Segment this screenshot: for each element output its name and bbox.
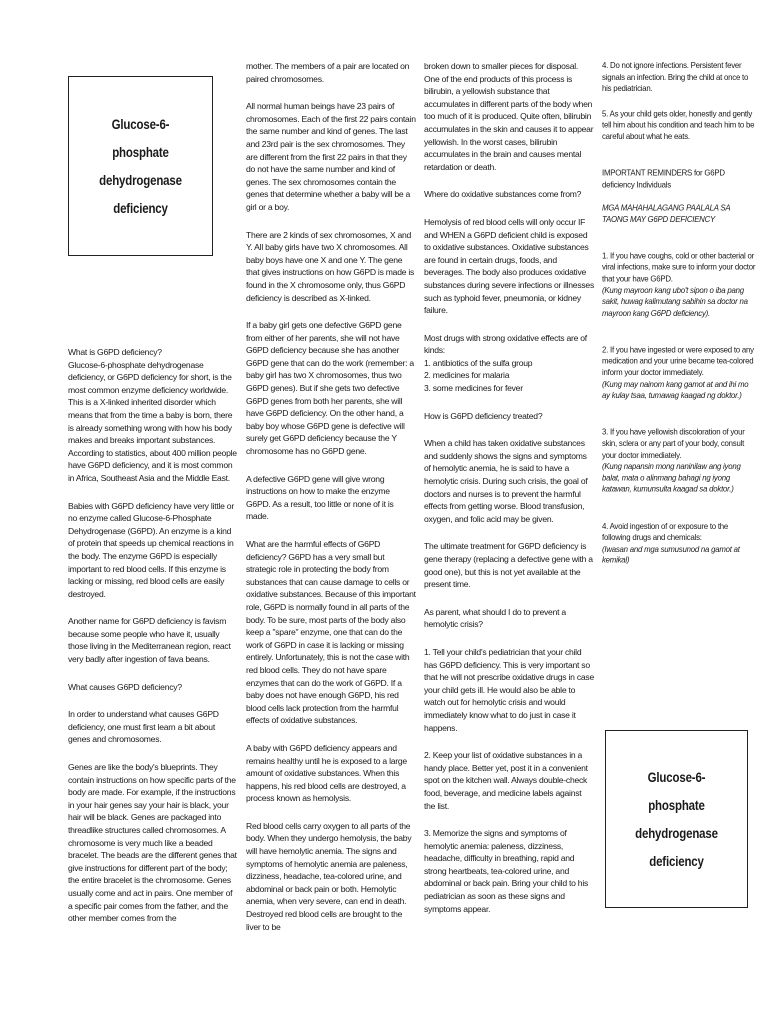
reminder-1 (602, 239, 757, 319)
bilirubin-paragraph: broken down to smaller pieces for disposal. One of the end products of this process is bilirubin, a yellowish substance that accumulates in different parts of the body when too much of it is produced. Quite often, bilirubin accumulates in the skin and causes it to appear yellowish. In the worst cases, bilirubin accumulates in the brain and causes mental retardation or death. (424, 61, 594, 172)
what-is-heading: What is G6PD deficiency? (68, 347, 162, 357)
prevention-tip-4: 4. Do not ignore infections. Persistent fever signals an infection. Bring the child at once to his pediatrician. (602, 60, 749, 93)
baby-girl-paragraph: If a baby girl gets one defective G6PD gene from either of her parents, she will not have G6PD deficiency because she has another G6PD gene that can do the work (remember: a baby girl has two X chromosomes, thus two G6PD genes). But if she gets two defective G6PD genes from both her parents, she will have G6PD deficiency. On the other hand, a baby boy whose G6PD gene is defective will surely get G6PD deficiency because the Y chromosome has no G6PD gene. (246, 320, 414, 457)
causes-heading: What causes G6PD deficiency? (68, 681, 182, 692)
oxidative-substances-paragraph: Hemolysis of red blood cells will only occur IF and WHEN a G6PD deficient child is exposed to oxidative substances. Oxidative substances are found in certain drugs, foods, and beverages. The body also produces oxidative substances during severe infections or illnesses such as typhoid fever, pneumonia, or kidney failure. (424, 216, 594, 316)
prevention-tip-1: 1. Tell your child's pediatrician that your child has G6PD deficiency. This is very important so that he will not prescribe oxidative drugs in case your child gets ill. He would also be able to watch out for hemolytic crisis and would immediately know what to do just in case it happens. (424, 646, 594, 733)
reminder-4-en: 4. Avoid ingestion of or exposure to the following drugs and chemicals: (602, 521, 729, 542)
gene-therapy-paragraph: The ultimate treatment for G6PD deficiency is gene therapy (replacing a defective gene with a good one), but this is not yet available at the present time. (424, 541, 593, 590)
what-is-paragraph: Glucose-6-phosphate dehydrogenase deficiency, or G6PD deficiency for short, is the most common enzyme deficiency worldwide. This is a X-linked inherited disorder which means that from the time a baby is born, there is already something wrong with how his body makes and breaks important substances. According to statistics, about 400 million people have G6PD deficiency, and it is most common in Africa, Southeast Asia and the Middle East. (68, 359, 237, 483)
reminder-3-en: 3. If you have yellowish discoloration of your skin, sclera or any part of your body, consult your doctor immediately. (602, 427, 745, 460)
reminders-heading-tl: MGA MAHAHALAGANG PAALALA SA TAONG MAY G6PD DEFICIENCY (602, 202, 731, 224)
chromosome-pairs-paragraph: All normal human beings have 23 pairs of chromosomes. Each of the first 22 pairs contain the same number and kind of genes. The last and 23rd pair is the sex chromosomes. They are different from the first 22 pairs in that they do not have the same number and kind of genes. The sex chromosomes contain the genes that determine whether a baby will be a girl or a boy. (246, 101, 416, 212)
reminders-heading-en: IMPORTANT REMINDERS for G6PD deficiency Individuals (602, 168, 725, 190)
column-3 (424, 60, 594, 930)
defective-gene-paragraph: A defective G6PD gene will give wrong instructions on how to make the enzyme G6PD. As a result, too little or none of it is made. (246, 473, 394, 522)
reminder-1-tl: (Kung mayroon kang ubo't sipon o iba pang sakit, huwag kalimutang sabihin sa doctor na mayroon kang G6PD deficiency). (602, 285, 748, 318)
title-box-bottom (605, 730, 748, 908)
genes-paragraph: Genes are like the body's blueprints. They contain instructions on how specific parts of the body are made. For example, if the instructions in your hair genes say your hair is black, your hair will be black. Genes are packaged into threadlike structures called chromosomes. A chromosome is very much like a beaded bracelet. The beads are the different genes that give instructions for different part of the body; the entire bracelet is the chromosome. Genes usually come and act in pairs. One member of a specific pair comes from the father, and the other member comes from the (68, 762, 237, 924)
reminder-1-en: 1. If you have coughs, cold or other bacterial or viral infections, make sure to inform your doctor that your have G6PD. (602, 250, 756, 284)
causes-intro-paragraph: In order to understand what causes G6PD deficiency, one must first learn a bit about genes and chromosomes. (68, 709, 219, 745)
reminder-2-tl: (Kung may nainom kang gamot at and ihi mo ay kulay tsaa, tumawag kaagad ng doktor.) (602, 379, 749, 400)
column-4 (602, 60, 757, 580)
oxidative-drugs-list: Most drugs with strong oxidative effects are of kinds: 1. antibiotics of the sulfa group 2. medicines for malaria 3. some medicines for fever (424, 332, 587, 394)
reminder-3 (602, 415, 757, 495)
column-1 (68, 346, 238, 940)
reminders-heading (602, 156, 757, 225)
reminder-3-tl: (Kung napansin mong naninilaw ang iyong balat, mata o alinmang bahagi ng iyong katawan, kumunsulta kaagad sa doktor.) (602, 461, 741, 494)
prevention-heading: As parent, what should I do to prevent a hemolytic crisis? (424, 606, 566, 630)
favism-paragraph: Another name for G6PD deficiency is favism because some people who have it, usually those living in the Mediterranean region, react very badly after ingestion of fava beans. (68, 616, 231, 665)
title-box-top (68, 76, 213, 256)
hemolysis-paragraph: A baby with G6PD deficiency appears and remains healthy until he is exposed to a large amount of oxidative substances. When this happens, his red blood cells are destroyed, a process known as hemolysis. (246, 742, 407, 804)
hemolytic-crisis-paragraph: When a child has taken oxidative substances and suddenly shows the signs and symptoms of hemolytic anemia, he is said to have a hemolytic crisis. During such crisis, the goal of doctors and nurses is to prevent the harmful effects from getting worse. Blood transfusion, oxygen, and folic acid may be given. (424, 438, 588, 524)
harmful-effects-paragraph: What are the harmful effects of G6PD deficiency? G6PD has a very small but strategic role in protecting the body from substances that can cause damage to cells or oxidative substances. Because of this important role, G6PD is normally found in all parts of the body. To be sure, most parts of the body also keep a "spare" enzyme, one that can do the work of G6PD in case it is lacking or missing entirely. Unfortunately, this is not the case with red blood cells. They do not have spare enzymes that can do the work of G6PD. If a baby does not have enough G6PD, his red blood cells lack protection from the harmful effects of oxidative substances. (246, 539, 416, 726)
reminder-2-en: 2. If you have ingested or were exposed to any medication and your urine became tea-colored inform your doctor immediately. (602, 344, 754, 377)
sex-chromosomes-paragraph: There are 2 kinds of sex chromosomes, X and Y. All baby girls have two X chromosomes. All baby boys have one X and one Y. The gene that gives instructions on how G6PD is made is found in the X chromosome only, thus G6PD deficiency is described as X-linked. (246, 229, 415, 303)
reminder-4 (602, 509, 757, 566)
treatment-heading: How is G6PD deficiency treated? (424, 410, 543, 421)
column-2 (246, 60, 416, 948)
mother-paragraph: mother. The members of a pair are located on paired chromosomes. (246, 61, 410, 84)
prevention-tip-2: 2. Keep your list of oxidative substances in a handy place. Better yet, post it in a convenient spot on the kitchen wall. Always double-check food, beverage, and medicine labels against the list. (424, 750, 588, 811)
red-blood-cells-paragraph: Red blood cells carry oxygen to all parts of the body. When they undergo hemolysis, the baby will have hemolytic anemia. The signs and symptoms of hemolytic anemia are paleness, dizziness, headache, tea-colored urine, and abdominal or back pain or both. Hemolytic anemia, when very severe, can end in death. Destroyed red blood cells are brought to the liver to be (246, 820, 412, 932)
oxidative-sources-heading: Where do oxidative substances come from? (424, 189, 582, 200)
babies-paragraph: Babies with G6PD deficiency have very little or no enzyme called Glucose-6-Phosphate Dehydrogenase (G6PD). An enzyme is a kind of protein that speeds up chemical reactions in the body. The enzyme G6PD is especially important to red blood cells. If this enzyme is lacking or missing, red blood cells are easily destroyed. (68, 500, 234, 599)
brochure-title-top: Glucose-6- phosphate dehydrogenase deficiency (99, 116, 182, 216)
reminder-2 (602, 333, 757, 402)
reminder-4-tl: (Iwasan and mga sumusunod na gamot at kemikal) (602, 544, 740, 565)
prevention-tip-3: 3. Memorize the signs and symptoms of hemolytic anemia: paleness, dizziness, headache, difficulty in breathing, rapid and strong heartbeats, tea-colored urine, and abdominal or back pain. Bring your child to his pediatrician as soon as these signs and symptoms appear. (424, 828, 589, 914)
brochure-title-bottom: Glucose-6- phosphate dehydrogenase deficiency (635, 769, 718, 869)
prevention-tip-5: 5. As your child gets older, honestly and gently tell him about his condition and teach him to be careful about what he eats. (602, 108, 755, 142)
